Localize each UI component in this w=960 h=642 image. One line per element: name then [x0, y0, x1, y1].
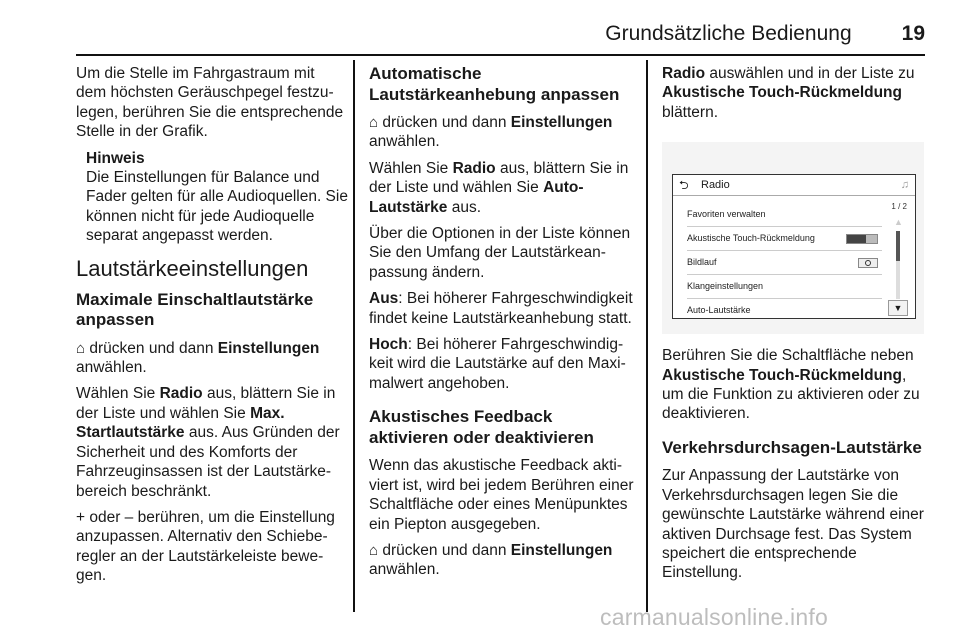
instruction-settings-2: ⌂ drücken und dann Einstellungen anwählen. — [369, 114, 613, 151]
scroll-down-icon[interactable]: ▼ — [888, 300, 908, 316]
menu-item-favoriten[interactable]: Favoriten verwalten — [687, 203, 882, 227]
instruction-settings: ⌂ drücken und dann Einstellungen anwählen. — [76, 339, 320, 377]
intro-text: Um die Stelle im Fahrgastraum mit dem höchsten Geräuschpegel festzulegen, berühren Sie die entsprechende Stelle in der Grafik. — [76, 65, 344, 141]
home-icon: ⌂ — [76, 339, 86, 357]
toggle-knob — [847, 235, 866, 243]
option-aus: Aus: Bei höherer Fahrgeschwindigkeit findet keine Lautstärkeanhebung statt. — [369, 290, 633, 327]
menu-item-touch-feedback[interactable] — [687, 227, 882, 251]
feedback-text: Wenn das akustische Feedback aktiviert ist, wird bei jedem Berühren einer Schaltfläche oder eines Menüpunktes ein Piepton ausgegeben. — [369, 457, 634, 533]
menu-item-bildlauf[interactable] — [687, 251, 882, 275]
ring-icon — [865, 260, 871, 266]
note-title: Hinweis — [86, 149, 145, 167]
radio-screen-figure — [662, 142, 924, 334]
scroll-track[interactable] — [896, 231, 900, 299]
column-divider-2 — [646, 60, 648, 612]
subsection-heading-max-volume: Maximale Einschaltlautstärke anpassen — [76, 289, 314, 330]
screen-header — [673, 175, 915, 196]
note-text: Die Einstellungen für Balance und Fader gelten für alle Audioquellen. Sie können nicht für jede Audioquelle separat angepasst werden. — [86, 169, 348, 245]
section-heading: Lautstärkeeinstellungen — [76, 255, 309, 281]
page-indicator: 1 / 2 — [891, 202, 907, 212]
menu-item-klang[interactable]: Klangeinstellungen — [687, 275, 882, 299]
column-divider-1 — [353, 60, 355, 612]
back-arrow-icon[interactable]: ⮌ — [679, 178, 689, 193]
instruction-select-2: Wählen Sie Radio aus, blättern Sie in der Liste und wählen Sie Auto-Lautstärke aus. — [369, 159, 629, 216]
instruction-toggle: Berühren Sie die Schaltfläche neben Akustische Touch-Rückmeldung, um die Funktion zu aktivieren oder zu deaktivieren. — [662, 347, 920, 423]
options-text: Über die Optionen in der Liste können Sie den Umfang der Lautstärkeanpassung ändern. — [369, 225, 631, 281]
home-icon: ⌂ — [369, 541, 379, 559]
scroll-thumb[interactable] — [896, 231, 900, 261]
watermark-text: carmanualsonline.info — [600, 604, 828, 630]
column-3 — [662, 64, 926, 590]
home-icon: ⌂ — [369, 114, 379, 131]
scroll-up-icon[interactable]: ▲ — [894, 217, 903, 228]
menu-item-label: Bildlauf — [687, 257, 717, 268]
note-box — [86, 149, 348, 246]
instruction-select: Wählen Sie Radio aus, blättern Sie in der Liste und wählen Sie Max. Startlautstärke aus. Aus Gründen der Sicherheit und des Komforts der Fahrzeuginsassen ist der Lautstärkebereich beschränkt. — [76, 385, 340, 500]
menu-item-label: Akustische Touch-Rückmeldung — [687, 233, 815, 244]
page-header — [0, 22, 925, 52]
bildlauf-control[interactable] — [858, 258, 878, 268]
subsection-heading-traffic: Verkehrsdurchsagen-Lautstärke — [662, 437, 922, 457]
chapter-title: Grundsätzliche Bedienung — [605, 22, 852, 45]
column-1 — [76, 64, 348, 593]
menu-item-auto-volume[interactable]: Auto-Lautstärke — [687, 305, 751, 316]
header-rule — [76, 54, 925, 56]
feedback-toggle[interactable] — [846, 234, 878, 244]
radio-settings-screen — [672, 174, 916, 319]
subsection-heading-auto-volume: Automatische Lautstärkeanhebung anpassen — [369, 64, 620, 104]
screen-title: Radio — [701, 179, 730, 192]
instruction-settings-3: ⌂ drücken und dann Einstellungen anwählen. — [369, 541, 613, 579]
option-hoch: Hoch: Bei höherer Fahrgeschwindigkeit wird die Lautstärke auf den Maximalwert angehoben. — [369, 336, 626, 392]
instruction-adjust: + oder – berühren, um die Einstellung anzupassen. Alternativ den Schieberegler an der Lautstärkeleiste bewegen. — [76, 508, 335, 585]
music-note-icon: ♫ — [900, 179, 909, 192]
page-number: 19 — [901, 22, 925, 45]
subsection-heading-feedback: Akustisches Feedback aktivieren oder deaktivieren — [369, 407, 594, 447]
traffic-text: Zur Anpassung der Lautstärke von Verkehrsdurchsagen legen Sie die gewünschte Lautstärke während einer aktiven Durchsage fest. Das System speichert die entsprechende Einstellung. — [662, 467, 924, 582]
column-2 — [369, 64, 634, 587]
instruction-radio: Radio auswählen und in der Liste zu Akustische Touch-Rückmeldung blättern. — [662, 65, 915, 121]
